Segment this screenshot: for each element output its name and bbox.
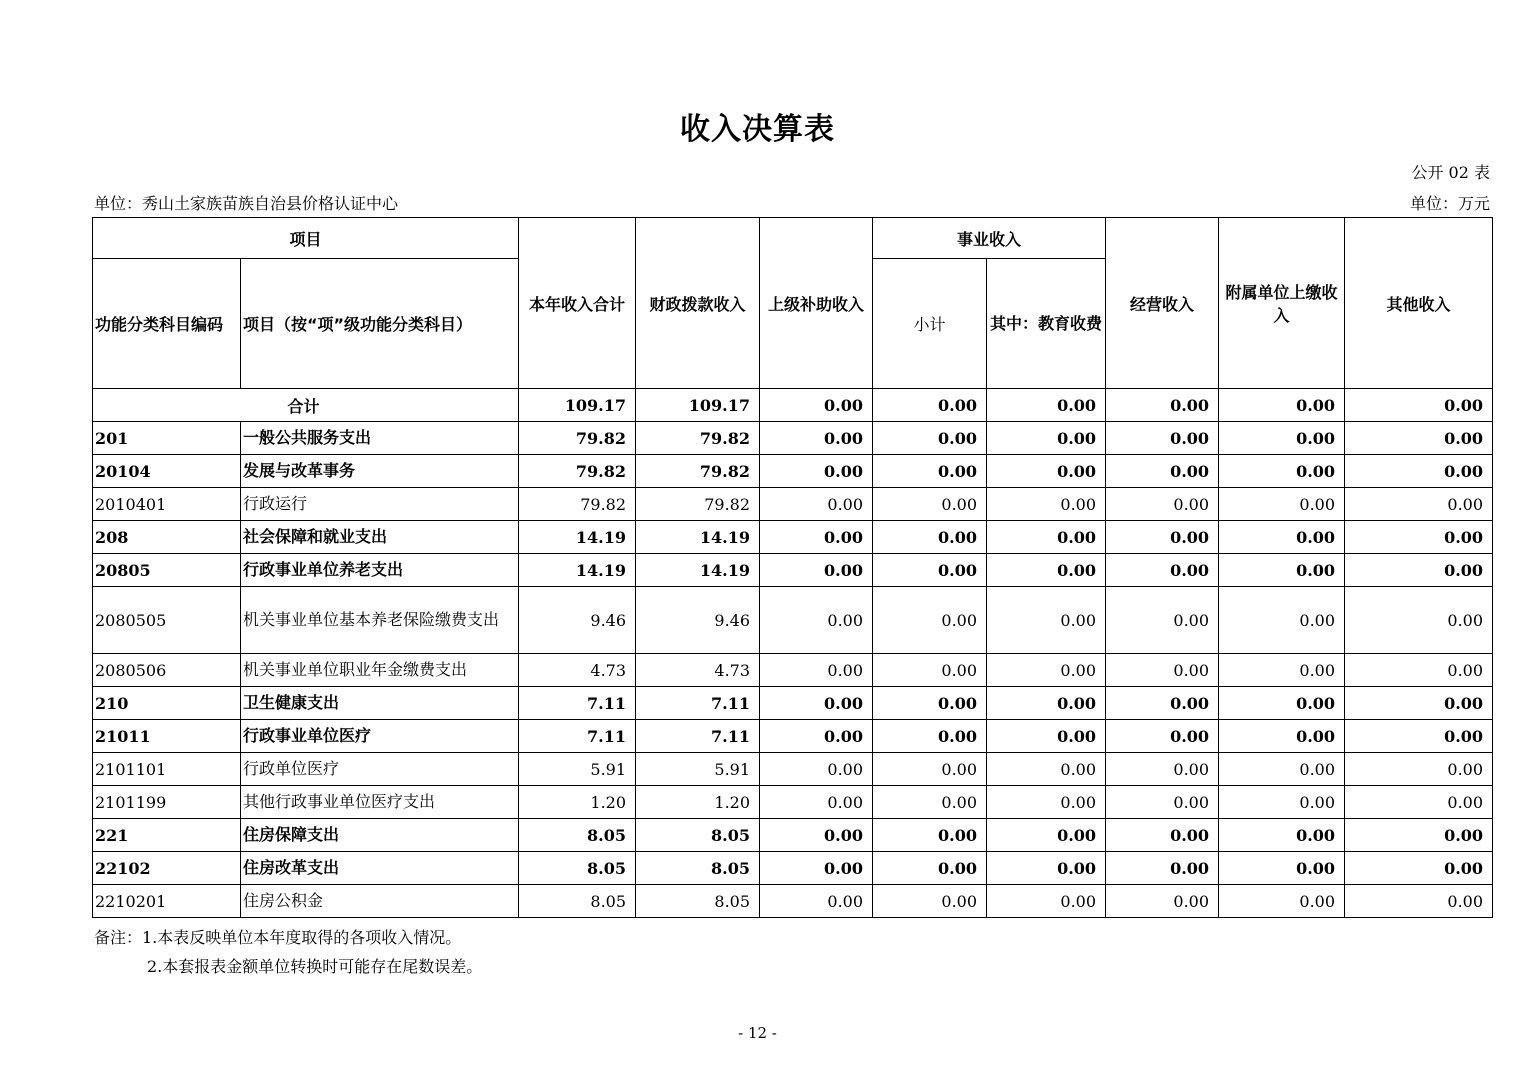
amount-cell: 0.00 [760, 753, 873, 786]
function-code-cell: 2210201 [93, 885, 241, 918]
amount-cell: 0.00 [1106, 554, 1219, 587]
amount-cell: 0.00 [760, 455, 873, 488]
amount-cell: 14.19 [519, 521, 636, 554]
table-row [93, 720, 1493, 753]
table-row [93, 554, 1493, 587]
amount-cell: 0.00 [873, 852, 987, 885]
amount-cell: 0.00 [1219, 554, 1345, 587]
page-title: 收入决算表 [680, 112, 835, 147]
amount-cell: 0.00 [1106, 852, 1219, 885]
item-name-cell: 卫生健康支出 [241, 687, 519, 720]
amount-cell: 79.82 [519, 455, 636, 488]
header-fiscal-allocation: 财政拨款收入 [636, 218, 760, 389]
amount-cell: 0.00 [873, 786, 987, 819]
amount-cell: 4.73 [519, 654, 636, 687]
amount-cell: 0.00 [760, 852, 873, 885]
amount-cell: 79.82 [519, 422, 636, 455]
item-name-cell: 住房公积金 [241, 885, 519, 918]
header-project: 项目 [93, 218, 519, 259]
item-name-cell: 住房保障支出 [241, 819, 519, 852]
total-value: 0.00 [873, 389, 987, 422]
amount-cell: 0.00 [760, 687, 873, 720]
amount-cell: 0.00 [987, 422, 1106, 455]
amount-cell: 0.00 [1345, 587, 1493, 654]
item-name-cell: 行政事业单位医疗 [241, 720, 519, 753]
total-value: 109.17 [636, 389, 760, 422]
function-code-cell: 221 [93, 819, 241, 852]
item-name-cell: 机关事业单位基本养老保险缴费支出 [241, 587, 519, 654]
item-name-cell: 行政事业单位养老支出 [241, 554, 519, 587]
amount-cell: 0.00 [1345, 819, 1493, 852]
amount-cell: 0.00 [1219, 819, 1345, 852]
item-name-cell: 住房改革支出 [241, 852, 519, 885]
function-code-cell: 208 [93, 521, 241, 554]
unit-currency: 单位：万元 [1409, 194, 1490, 213]
item-name-cell: 机关事业单位职业年金缴费支出 [241, 654, 519, 687]
amount-cell: 0.00 [760, 819, 873, 852]
amount-cell: 0.00 [1219, 488, 1345, 521]
amount-cell: 0.00 [873, 554, 987, 587]
amount-cell: 4.73 [636, 654, 760, 687]
item-name-cell: 其他行政事业单位医疗支出 [241, 786, 519, 819]
function-code-cell: 201 [93, 422, 241, 455]
amount-cell: 0.00 [987, 720, 1106, 753]
amount-cell: 0.00 [1345, 687, 1493, 720]
amount-cell: 0.00 [1345, 753, 1493, 786]
amount-cell: 0.00 [760, 786, 873, 819]
amount-cell: 0.00 [1106, 819, 1219, 852]
header-item-name: 项目（按“项”级功能分类科目） [241, 259, 519, 389]
amount-cell: 0.00 [1219, 654, 1345, 687]
amount-cell: 0.00 [1345, 852, 1493, 885]
amount-cell: 79.82 [636, 422, 760, 455]
amount-cell: 0.00 [987, 587, 1106, 654]
amount-cell: 0.00 [1345, 786, 1493, 819]
note-1: 备注：1.本表反映单位本年度取得的各项收入情况。 [94, 928, 462, 947]
amount-cell: 0.00 [1106, 687, 1219, 720]
table-row [93, 654, 1493, 687]
function-code-cell: 2101101 [93, 753, 241, 786]
amount-cell: 0.00 [987, 687, 1106, 720]
table-row [93, 819, 1493, 852]
amount-cell: 0.00 [1106, 422, 1219, 455]
function-code-cell: 2101199 [93, 786, 241, 819]
amount-cell: 9.46 [519, 587, 636, 654]
amount-cell: 0.00 [873, 654, 987, 687]
function-code-cell: 21011 [93, 720, 241, 753]
amount-cell: 0.00 [1345, 554, 1493, 587]
amount-cell: 0.00 [1219, 852, 1345, 885]
total-value: 0.00 [1345, 389, 1493, 422]
amount-cell: 0.00 [1345, 455, 1493, 488]
header-affiliated-income: 附属单位上缴收入 [1219, 218, 1345, 389]
amount-cell: 9.46 [636, 587, 760, 654]
total-value: 0.00 [987, 389, 1106, 422]
amount-cell: 0.00 [760, 488, 873, 521]
table-row [93, 687, 1493, 720]
function-code-cell: 22102 [93, 852, 241, 885]
amount-cell: 0.00 [1219, 521, 1345, 554]
unit-organization: 单位：秀山土家族苗族自治县价格认证中心 [94, 194, 399, 213]
header-total-income: 本年收入合计 [519, 218, 636, 389]
amount-cell: 0.00 [987, 786, 1106, 819]
income-settlement-table [92, 217, 1493, 918]
amount-cell: 0.00 [1106, 786, 1219, 819]
amount-cell: 0.00 [1345, 885, 1493, 918]
amount-cell: 0.00 [1219, 885, 1345, 918]
amount-cell: 8.05 [519, 819, 636, 852]
total-value: 109.17 [519, 389, 636, 422]
amount-cell: 0.00 [1219, 720, 1345, 753]
amount-cell: 0.00 [1106, 720, 1219, 753]
amount-cell: 0.00 [1345, 422, 1493, 455]
amount-cell: 0.00 [873, 687, 987, 720]
function-code-cell: 210 [93, 687, 241, 720]
amount-cell: 79.82 [636, 488, 760, 521]
total-value: 0.00 [1106, 389, 1219, 422]
function-code-cell: 2010401 [93, 488, 241, 521]
amount-cell: 14.19 [519, 554, 636, 587]
amount-cell: 0.00 [987, 654, 1106, 687]
amount-cell: 0.00 [987, 852, 1106, 885]
table-row [93, 753, 1493, 786]
amount-cell: 0.00 [1219, 753, 1345, 786]
amount-cell: 5.91 [636, 753, 760, 786]
amount-cell: 0.00 [1106, 654, 1219, 687]
amount-cell: 8.05 [636, 885, 760, 918]
amount-cell: 1.20 [519, 786, 636, 819]
amount-cell: 0.00 [760, 587, 873, 654]
amount-cell: 0.00 [873, 885, 987, 918]
header-superior-subsidy: 上级补助收入 [760, 218, 873, 389]
amount-cell: 14.19 [636, 521, 760, 554]
header-subtotal: 小计 [873, 259, 987, 389]
total-row [93, 389, 1493, 422]
table-row [93, 885, 1493, 918]
note-2: 2.本套报表金额单位转换时可能存在尾数误差。 [147, 957, 483, 976]
item-name-cell: 发展与改革事务 [241, 455, 519, 488]
amount-cell: 0.00 [987, 554, 1106, 587]
amount-cell: 0.00 [873, 720, 987, 753]
amount-cell: 8.05 [519, 852, 636, 885]
header-education-fee: 其中：教育收费 [987, 259, 1106, 389]
item-name-cell: 社会保障和就业支出 [241, 521, 519, 554]
amount-cell: 0.00 [1219, 455, 1345, 488]
amount-cell: 0.00 [987, 753, 1106, 786]
amount-cell: 0.00 [873, 488, 987, 521]
table-row [93, 455, 1493, 488]
amount-cell: 0.00 [1106, 587, 1219, 654]
amount-cell: 0.00 [1219, 786, 1345, 819]
item-name-cell: 行政单位医疗 [241, 753, 519, 786]
amount-cell: 0.00 [873, 521, 987, 554]
amount-cell: 0.00 [760, 554, 873, 587]
amount-cell: 8.05 [519, 885, 636, 918]
amount-cell: 79.82 [636, 455, 760, 488]
amount-cell: 0.00 [760, 720, 873, 753]
amount-cell: 1.20 [636, 786, 760, 819]
amount-cell: 14.19 [636, 554, 760, 587]
amount-cell: 0.00 [1219, 422, 1345, 455]
amount-cell: 0.00 [987, 455, 1106, 488]
total-value: 0.00 [760, 389, 873, 422]
amount-cell: 79.82 [519, 488, 636, 521]
amount-cell: 5.91 [519, 753, 636, 786]
amount-cell: 7.11 [519, 687, 636, 720]
amount-cell: 0.00 [1106, 753, 1219, 786]
table-row [93, 521, 1493, 554]
table-row [93, 852, 1493, 885]
function-code-cell: 2080505 [93, 587, 241, 654]
amount-cell: 0.00 [987, 885, 1106, 918]
amount-cell: 8.05 [636, 819, 760, 852]
item-name-cell: 行政运行 [241, 488, 519, 521]
amount-cell: 0.00 [987, 521, 1106, 554]
item-name-cell: 一般公共服务支出 [241, 422, 519, 455]
header-business-income: 事业收入 [873, 218, 1106, 259]
header-function-code: 功能分类科目编码 [93, 259, 241, 389]
amount-cell: 8.05 [636, 852, 760, 885]
amount-cell: 0.00 [760, 654, 873, 687]
header-operating-income: 经营收入 [1106, 218, 1219, 389]
amount-cell: 0.00 [1106, 885, 1219, 918]
amount-cell: 0.00 [760, 422, 873, 455]
function-code-cell: 20805 [93, 554, 241, 587]
table-row [93, 786, 1493, 819]
amount-cell: 0.00 [987, 488, 1106, 521]
amount-cell: 0.00 [760, 885, 873, 918]
amount-cell: 0.00 [1345, 654, 1493, 687]
amount-cell: 0.00 [987, 819, 1106, 852]
header-other-income: 其他收入 [1345, 218, 1493, 389]
amount-cell: 0.00 [873, 753, 987, 786]
amount-cell: 0.00 [1219, 687, 1345, 720]
table-row [93, 488, 1493, 521]
amount-cell: 0.00 [873, 587, 987, 654]
amount-cell: 7.11 [519, 720, 636, 753]
amount-cell: 0.00 [1106, 521, 1219, 554]
amount-cell: 7.11 [636, 687, 760, 720]
amount-cell: 0.00 [1106, 455, 1219, 488]
amount-cell: 0.00 [873, 819, 987, 852]
table-number: 公开 02 表 [1411, 163, 1490, 182]
total-value: 0.00 [1219, 389, 1345, 422]
amount-cell: 0.00 [1106, 488, 1219, 521]
amount-cell: 0.00 [760, 521, 873, 554]
amount-cell: 0.00 [1345, 521, 1493, 554]
amount-cell: 0.00 [873, 455, 987, 488]
total-label: 合计 [93, 389, 519, 422]
amount-cell: 0.00 [1345, 488, 1493, 521]
amount-cell: 0.00 [1219, 587, 1345, 654]
table-row [93, 422, 1493, 455]
page-number: - 12 - [738, 1024, 777, 1042]
function-code-cell: 2080506 [93, 654, 241, 687]
function-code-cell: 20104 [93, 455, 241, 488]
amount-cell: 7.11 [636, 720, 760, 753]
table-row [93, 587, 1493, 654]
amount-cell: 0.00 [1345, 720, 1493, 753]
amount-cell: 0.00 [873, 422, 987, 455]
